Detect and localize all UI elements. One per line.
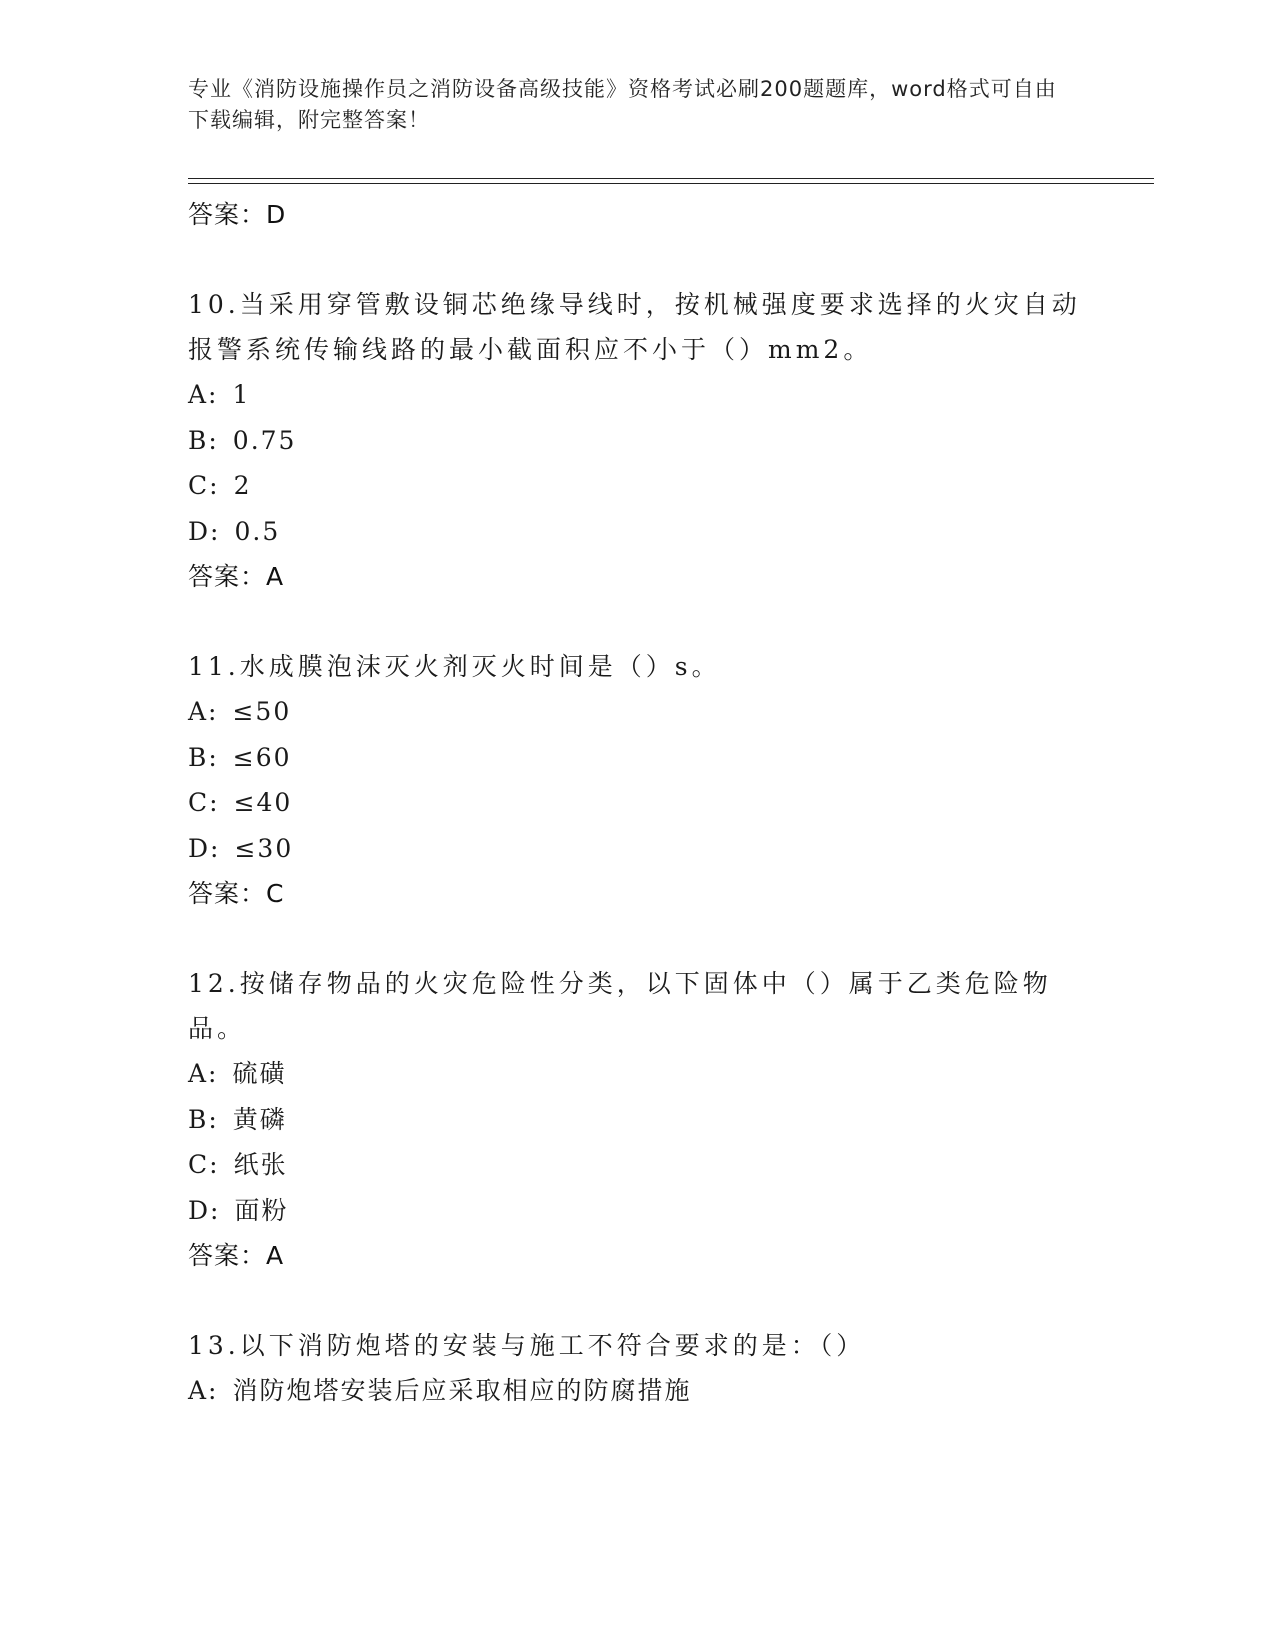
header-divider-top [188,178,1154,179]
question-item [188,282,1088,600]
option-d [188,1188,1088,1234]
option-key: A: [188,380,219,409]
option-key: A: [188,697,219,726]
option-key: C: [188,1150,220,1179]
answer-line: 答案：A [188,562,285,591]
question-text: 11.水成膜泡沫灭火剂灭火时间是（）s。 [188,652,721,681]
option-b [188,735,1088,781]
option-value: 面粉 [234,1195,289,1225]
answer-line: 答案：D [188,200,287,229]
question-item [188,1323,1088,1414]
option-value: ≤60 [232,742,292,772]
option-value: 消防炮塔安装后应采取相应的防腐措施 [232,1376,692,1405]
option-key: C: [188,788,220,817]
option-value: 2 [233,471,252,500]
option-value: 黄磷 [232,1104,287,1134]
option-value: 硫磺 [232,1059,287,1088]
option-key: B: [188,425,219,455]
question-item [188,644,1088,917]
page-header: 专业《消防设施操作员之消防设备高级技能》资格考试必刷200题题库，word格式可自由下载编辑，附完整答案！ [188,77,1057,132]
option-key: B: [188,742,219,772]
option-value: ≤30 [234,833,294,863]
option-key: D: [188,833,221,863]
option-key: A: [188,1376,219,1405]
option-c [188,463,1088,509]
option-value: ≤40 [233,788,293,817]
question-text: 13.以下消防炮塔的安装与施工不符合要求的是：（） [188,1331,866,1360]
answer-line: 答案：A [188,1241,285,1270]
option-key: D: [188,1195,221,1225]
option-key: A: [188,1059,219,1088]
option-value: 1 [232,380,251,409]
answer-line: 答案：C [188,879,285,908]
question-list [188,188,1088,1414]
option-a [188,372,1088,418]
option-d [188,509,1088,555]
option-a [188,1051,1088,1097]
option-b [188,1097,1088,1143]
option-a [188,689,1088,735]
option-b [188,418,1088,464]
question-text: 12.按储存物品的火灾危险性分类，以下固体中（）属于乙类危险物品。 [188,969,1052,1043]
option-c [188,780,1088,826]
option-value: 0.75 [232,425,297,455]
header-divider-bottom [188,183,1154,184]
question-text: 10.当采用穿管敷设铜芯绝缘导线时，按机械强度要求选择的火灾自动报警系统传输线路的最小截面积应不小于（）mm2。 [188,290,1081,364]
option-key: B: [188,1104,219,1134]
option-d [188,826,1088,872]
option-key: D: [188,516,221,546]
option-value: ≤50 [232,697,292,726]
option-key: C: [188,471,220,500]
question-item [188,961,1088,1279]
option-value: 0.5 [234,516,281,546]
option-a [188,1368,1088,1414]
option-value: 纸张 [233,1150,288,1179]
option-c [188,1142,1088,1188]
